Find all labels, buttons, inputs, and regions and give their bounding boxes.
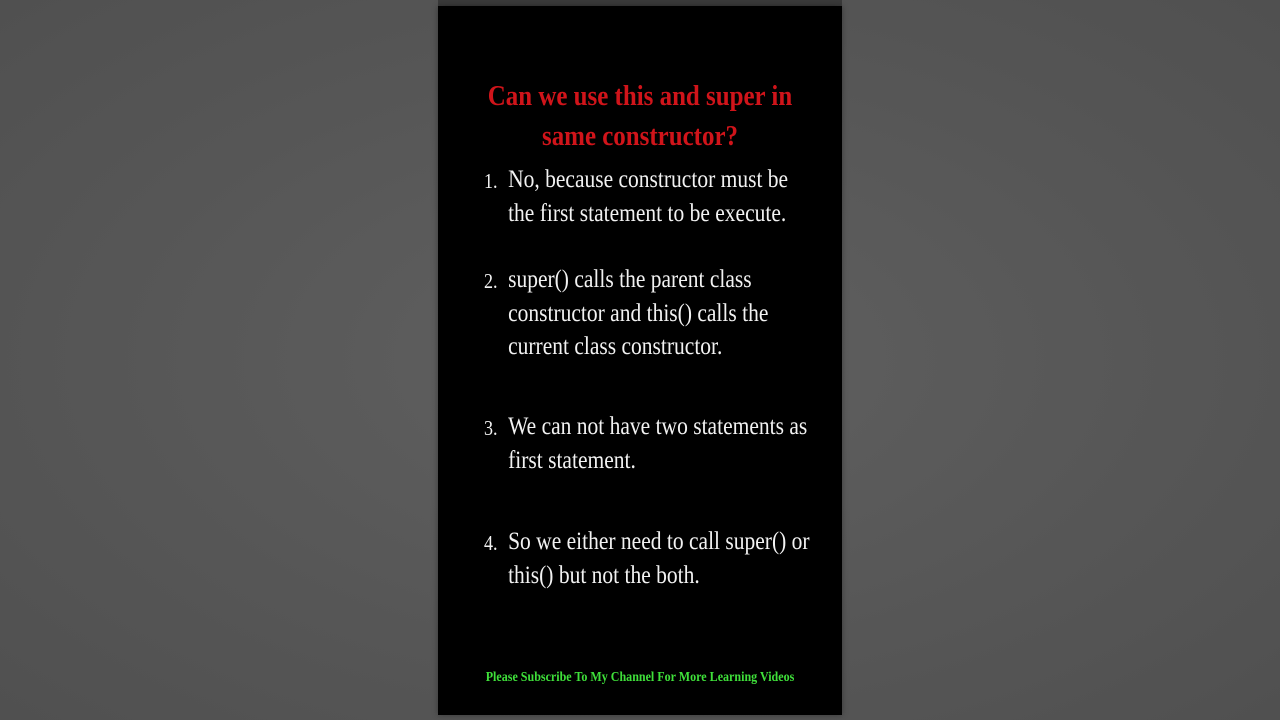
slide-title-line-2: same constructor? — [541, 120, 738, 152]
slide-title-line-1: Can we use this and super in — [487, 80, 793, 112]
list-item-text — [508, 163, 788, 230]
list-item-number: 4. — [484, 531, 498, 555]
list-item-number: 2. — [484, 269, 498, 293]
list-item-line: No, because constructor must be — [508, 166, 789, 193]
list-item-line: super() calls the parent class — [508, 266, 752, 293]
list-item-line: current class constructor. — [508, 333, 723, 360]
list-item-text — [508, 525, 809, 592]
list-item-line: this() but not the both. — [508, 561, 700, 589]
list-item-line: constructor and this() calls the — [508, 299, 769, 327]
slide-title — [466, 76, 813, 156]
list-item-line: So we either need to call super() or — [508, 528, 810, 555]
video-frame[interactable] — [438, 6, 842, 715]
subscribe-footer: Please Subscribe To My Channel For More Learning Videos — [485, 670, 795, 685]
list-item-line: We can not have two statements as — [508, 413, 808, 440]
list-item-line: first statement. — [508, 446, 636, 474]
list-item-number: 1. — [484, 169, 498, 193]
list-item-number: 3. — [484, 416, 498, 440]
list-item-line: the first statement to be execute. — [508, 199, 787, 227]
list-item-text — [508, 263, 768, 364]
list-item-text — [508, 410, 807, 477]
